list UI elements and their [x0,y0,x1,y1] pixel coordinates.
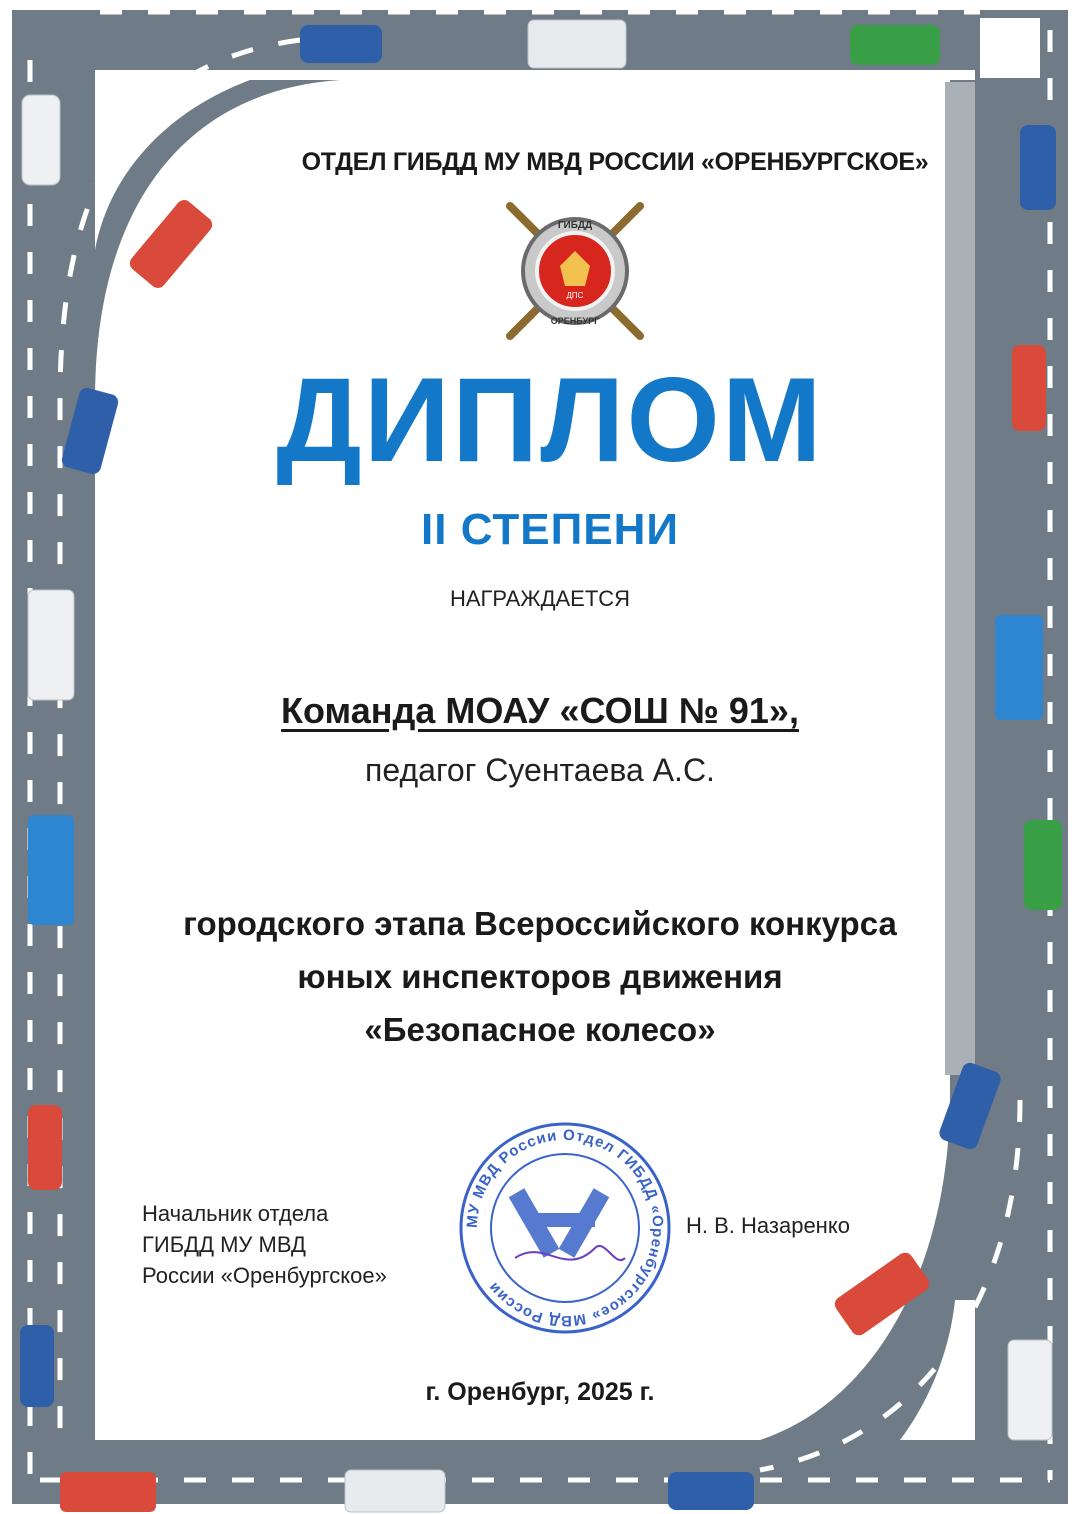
teacher-name: педагог Суентаева А.С. [365,752,715,788]
organization-header: ОТДЕЛ ГИБДД МУ МВД РОССИИ «ОРЕНБУРГСКОЕ» [301,148,929,176]
signatory-position-line: России «Оренбургское» [142,1263,387,1288]
city-year: г. Оренбург, 2025 г. [425,1378,655,1406]
svg-text:ОРЕНБУРГ: ОРЕНБУРГ [550,316,600,326]
signatory-position-line: Начальник отдела [142,1201,329,1226]
svg-text:ДПС: ДПС [566,291,584,300]
diploma-title: ДИПЛОМ [276,353,824,487]
seal-ring-text: МУ МВД России Отдел ГИБДД «Оренбургское» МВД России [463,1126,667,1330]
diploma-degree: II СТЕПЕНИ [421,505,679,554]
awarded-label: НАГРАЖДАЕТСЯ [449,586,631,611]
signatory-name: Н. В. Назаренко [686,1213,850,1238]
recipient-name: Команда МОАУ «СОШ № 91», [281,690,799,731]
svg-text:ГИБДД: ГИБДД [557,220,593,231]
contest-line: городского этапа Всероссийского конкурса [183,905,897,942]
traffic-police-emblem-icon [500,196,650,346]
signatory-position [142,1198,462,1291]
contest-line: юных инспекторов движения [297,958,783,995]
signatory-position-line: ГИБДД МУ МВД [142,1232,306,1257]
contest-line: «Безопасное колесо» [364,1011,716,1048]
official-seal-icon [455,1118,675,1338]
svg-text:МУ МВД России Отдел ГИБДД «Оре [464,1127,666,1329]
